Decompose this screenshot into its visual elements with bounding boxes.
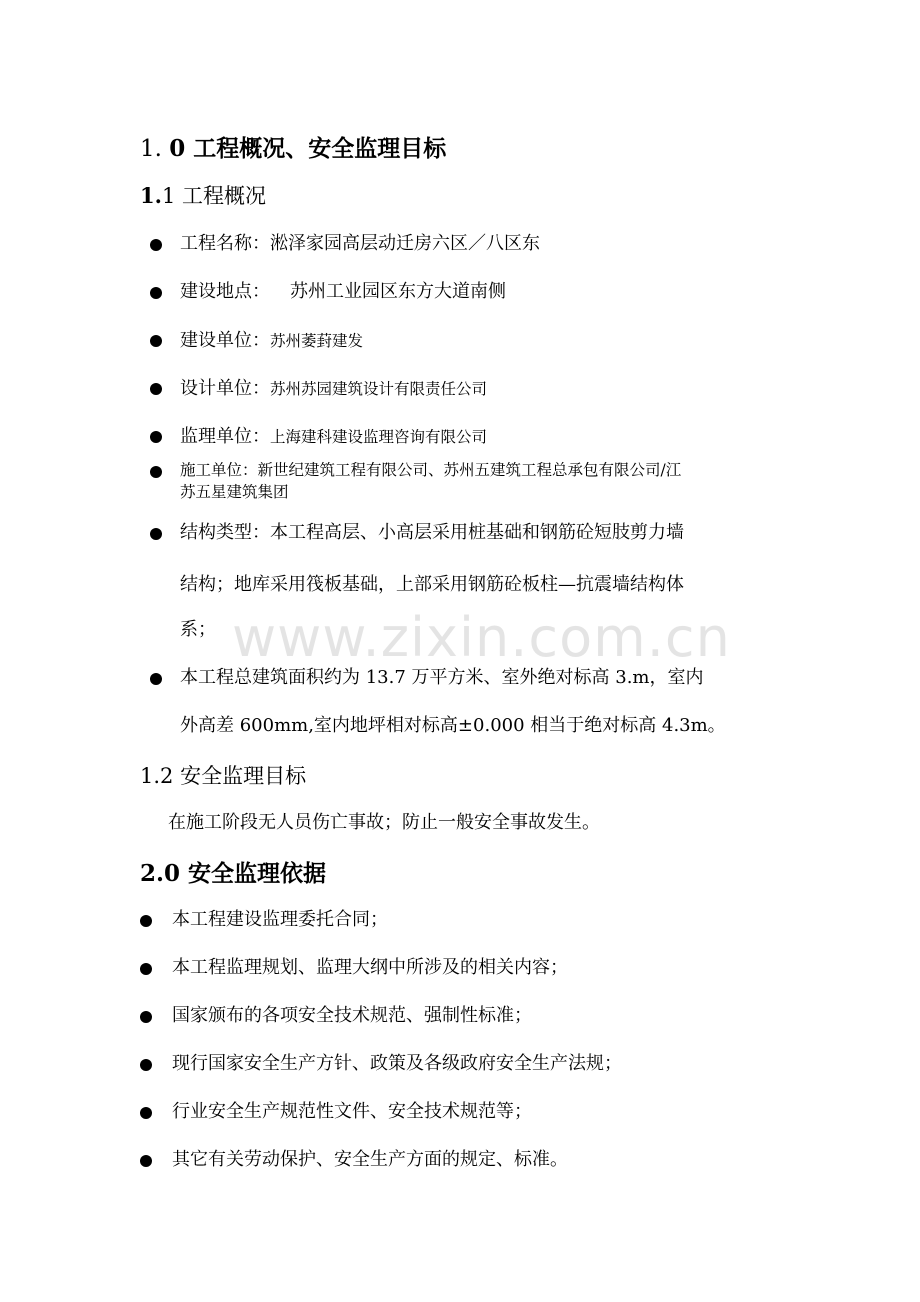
overview-value: 上海建科建设监理咨询有限公司 (270, 428, 488, 446)
area-line-2: 外高差 600mm,室内地坪相对标高±0.000 相当于绝对标高 4.3m。 (180, 715, 726, 736)
basis-item: 现行国家安全生产方针、政策及各级政府安全生产法规； (172, 1053, 622, 1074)
bullet-dot (150, 236, 162, 255)
basis-item: 行业安全生产规范性文件、安全技术规范等； (172, 1101, 532, 1122)
bullet-dot (140, 1152, 152, 1171)
bullet-dot (150, 332, 162, 351)
bullet-dot (140, 1104, 152, 1123)
bullet-dot (150, 284, 162, 303)
overview-value: 苏州工业园区东方大道南侧 (290, 281, 506, 302)
safety-goal-text: 在施工阶段无人员伤亡事故；防止一般安全事故发生。 (168, 812, 600, 833)
contractor-line-1: 施工单位：新世纪建筑工程有限公司、苏州五建筑工程总承包有限公司/江 (180, 461, 682, 479)
overview-item-owner (180, 326, 363, 352)
overview-value: 苏州苏园建筑设计有限责任公司 (270, 380, 488, 398)
overview-label: 监理单位： (180, 426, 270, 447)
overview-item-designer (180, 374, 487, 400)
watermark-text: www.zixin.com.cn (232, 606, 731, 669)
overview-value: 淞泽家园高层动迁房六区／八区东 (270, 233, 540, 254)
overview-item-supervisor (180, 422, 487, 448)
overview-value: 苏州萎葑建发 (270, 332, 364, 350)
bullet-dot (140, 960, 152, 979)
bullet-dot (150, 670, 162, 689)
overview-label: 工程名称： (180, 233, 270, 254)
subsection-1-1-title: 1 工程概况 (161, 184, 266, 208)
subsection-1-1-heading (140, 180, 266, 210)
bullet-dot (150, 428, 162, 447)
area-line-1: 本工程总建筑面积约为 13.7 万平方米、室外绝对标高 3.m，室内 (180, 667, 704, 688)
overview-label: 建设地点： (180, 281, 270, 302)
structure-line-3: 系； (180, 619, 216, 640)
basis-item: 国家颁布的各项安全技术规范、强制性标准； (172, 1005, 532, 1026)
section-2-heading: 2.0 安全监理依据 (140, 860, 327, 887)
structure-line-1: 结构类型：本工程高层、小高层采用桩基础和钢筋砼短肢剪力墙 (180, 522, 684, 543)
section-1-title: 0 工程概况、安全监理目标 (169, 135, 447, 162)
overview-label: 设计单位： (180, 378, 270, 399)
bullet-dot (150, 525, 162, 544)
bullet-dot (140, 1008, 152, 1027)
basis-item: 本工程监理规划、监理大纲中所涉及的相关内容； (172, 957, 568, 978)
subsection-1-2-heading: 1.2 安全监理目标 (140, 764, 307, 788)
structure-line-2: 结构；地库采用筏板基础，上部采用钢筋砼板柱—抗震墙结构体 (180, 574, 684, 595)
bullet-dot (150, 463, 162, 482)
overview-item-location (180, 277, 506, 303)
contractor-line-2: 苏五星建筑集团 (180, 483, 289, 501)
basis-item: 本工程建设监理委托合同； (172, 909, 388, 930)
subsection-1-1-number: 1. (140, 183, 162, 208)
section-1-heading (140, 130, 446, 163)
overview-item-contractor (180, 459, 681, 503)
bullet-dot (140, 1056, 152, 1075)
overview-item-name (180, 229, 540, 255)
basis-item: 其它有关劳动保护、安全生产方面的规定、标准。 (172, 1149, 568, 1170)
overview-label: 建设单位： (180, 330, 270, 351)
bullet-dot (150, 380, 162, 399)
bullet-dot (140, 912, 152, 931)
section-1-number: 1. (140, 136, 170, 162)
